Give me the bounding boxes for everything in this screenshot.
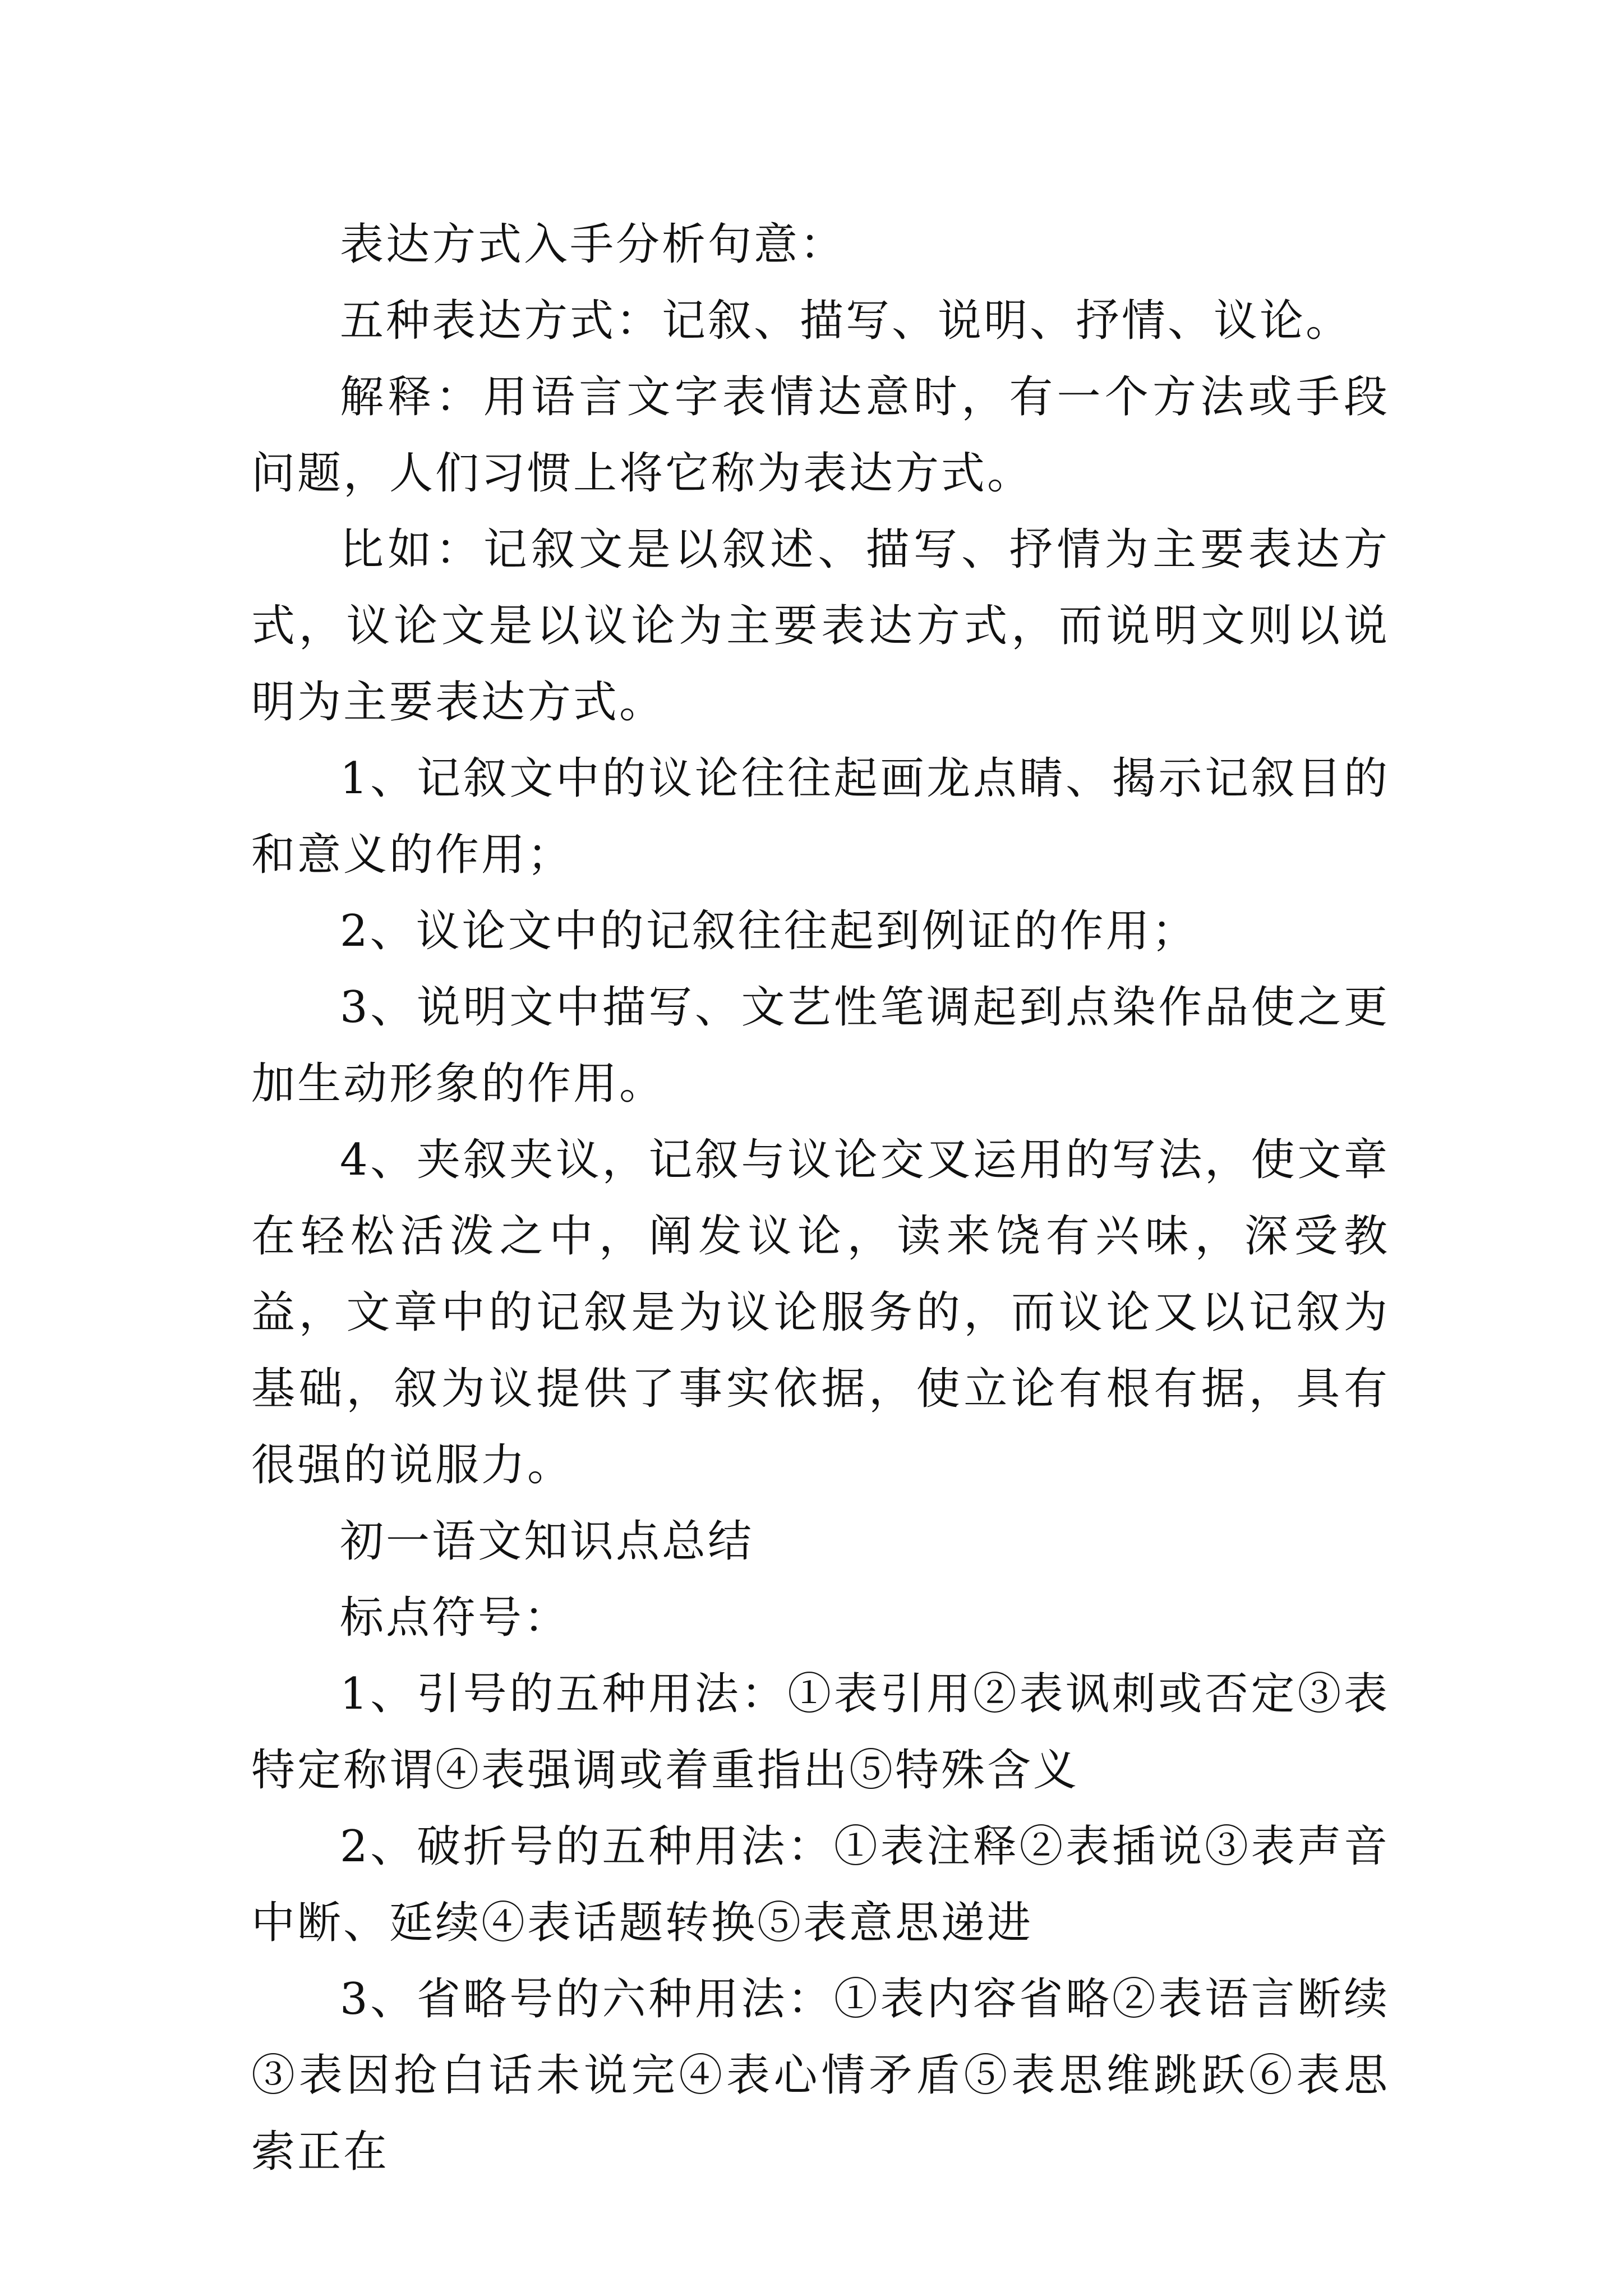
paragraph: 五种表达方式：记叙、描写、说明、抒情、议论。 bbox=[340, 296, 1352, 346]
paragraph: 解释：用语言文字表情达意时，有一个方法或手段问题，人们习惯上将它称为表达方式。 bbox=[251, 372, 1390, 499]
paragraph: 表达方式入手分析句意： bbox=[340, 219, 846, 270]
document-body bbox=[251, 206, 1390, 2190]
paragraph: 3、省略号的六种用法：①表内容省略②表语言断续③表因抢白话未说完④表心情矛盾⑤表思维跳跃⑥表思索正在 bbox=[251, 1974, 1390, 2177]
paragraph: 1、记叙文中的议论往往起画龙点睛、揭示记叙目的和意义的作用； bbox=[251, 753, 1390, 880]
paragraph: 标点符号： bbox=[340, 1593, 570, 1643]
paragraph: 2、破折号的五种用法：①表注释②表插说③表声音中断、延续④表话题转换⑤表意思递进 bbox=[251, 1821, 1390, 1948]
section-heading: 初一语文知识点总结 bbox=[340, 1516, 754, 1567]
paragraph: 2、议论文中的记叙往往起到例证的作用； bbox=[340, 906, 1198, 956]
paragraph: 1、引号的五种用法：①表引用②表讽刺或否定③表特定称谓④表强调或着重指出⑤特殊含义 bbox=[251, 1669, 1390, 1796]
paragraph: 3、说明文中描写、文艺性笔调起到点染作品使之更加生动形象的作用。 bbox=[251, 982, 1390, 1109]
paragraph: 比如：记叙文是以叙述、描写、抒情为主要表达方式，议论文是以议论为主要表达方式，而说明文则以说明为主要表达方式。 bbox=[251, 524, 1390, 728]
paragraph: 4、夹叙夹议，记叙与议论交叉运用的写法，使文章在轻松活泼之中，阐发议论，读来饶有兴味，深受教益，文章中的记叙是为议论服务的，而议论又以记叙为基础，叙为议提供了事实依据，使立论有根有据，具有很强的说服力。 bbox=[251, 1135, 1390, 1490]
